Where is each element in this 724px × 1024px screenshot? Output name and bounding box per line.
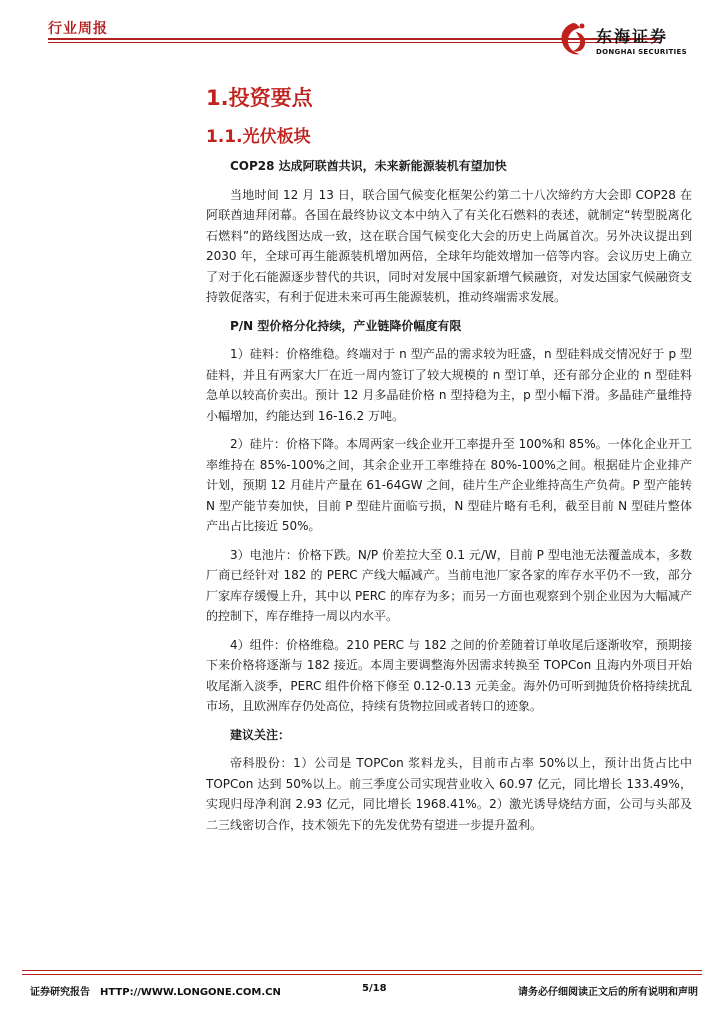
paragraph-polysilicon: 1）硅料：价格维稳。终端对于 n 型产品的需求较为旺盛，n 型硅料成交情况好于 p 型硅料，并且有两家大厂在近一周内签订了较大规模的 n 型订单，还有部分企业的 n 型硅料急单以较高价卖出。预计 12 月多晶硅价格 n 型持稳为主，p 型小幅下滑。多晶硅产量维持小幅增加，约能达到 16-16.2 万吨。 [206,347,692,423]
paragraph-wafer: 2）硅片：价格下降。本周两家一线企业开工率提升至 100%和 85%。一体化企业开工率维持在 85%-100%之间，其余企业开工率维持在 80%-100%之间。根据硅片企业排产计划，预期 12 月硅片产量在 61-64GW 之间，硅片生产企业维持高生产负荷。P 型产能转 N 型产能节奏加快，目前 P 型硅片面临亏损，N 型硅片略有毛利，截至目前 N 型硅片整体产出占比接近 50%。 [206,437,692,533]
paragraph-cop28: 当地时间 12 月 13 日，联合国气候变化框架公约第二十八次缔约方大会即 COP28 在阿联酋迪拜闭幕。各国在最终协议文本中纳入了有关化石燃料的表述，就制定“转型脱离化石燃料”的路线图达成一致，这在联合国气候变化大会的历史上尚属首次。另外决议提出到 2030 年，全球可再生能源装机增加两倍，全球年均能效增加一倍等内容。会议历史上确立了对于化石能源逐步替代的共识，同时对发展中国家新增气候融资，对发达国家气候融资支持敦促落实，有利于促进未来可再生能源装机，推动终端需求发展。 [206,187,692,304]
report-body [206,156,692,843]
paragraph-cell: 3）电池片：价格下跌。N/P 价差拉大至 0.1 元/W，目前 P 型电池无法覆盖成本，多数厂商已经针对 182 的 PERC 产线大幅减产。当前电池厂家各家的库存水平仍不一致，部分厂家库存缓慢上升，其中以 PERC 的库存为多；而另一方面也观察到个别企业因为大幅减产的控制下，库存维持一周以内水平。 [206,547,692,623]
footer-website: 证券研究报告 HTTP://WWW.LONGONE.COM.CN [30,987,281,998]
footer-divider-thin [22,974,702,975]
logo-english-name: DONGHAI SECURITIES [596,48,687,56]
subheading-cop28: COP28 达成阿联酋共识，未来新能源装机有望加快 [230,159,507,173]
subheading-recommendation: 建议关注： [230,727,291,742]
paragraph-module: 4）组件：价格维稳。210 PERC 与 182 之间的价差随着订单收尾后逐渐收窄，预期接下来价格将逐渐与 182 接近。本周主要调整海外因需求转换至 TOPCon 且海内外项目开始收尾渐入淡季，PERC 组件价格下修至 0.12-0.13 元美金。海外仍可听到抛货价格持续扰乱市场，且欧洲库存仍处高位，持续有货物拉回或者转口的迹象。 [206,637,692,713]
subsection-heading: 1.1.光伏板块 [206,127,311,147]
section-heading: 1.投资要点 [206,86,313,110]
paragraph-dike: 帝科股份：1）公司是 TOPCon 浆料龙头，目前市占率 50%以上，预计出货占比中 TOPCon 达到 50%以上。前三季度公司实现营业收入 60.97 亿元，同比增长 133.49%，实现归母净利润 2.93 亿元，同比增长 1968.41%。2）激光诱导烧结方面，公司与头部及二三线密切合作，技术领先下的先发优势有望进一步提升盈利。 [206,756,692,832]
footer-disclaimer: 请务必仔细阅读正文后的所有说明和声明 [518,987,698,998]
logo-chinese-name: 东海证券 [596,27,669,46]
page-number: 5/18 [362,983,387,994]
footer-divider [22,970,702,971]
subheading-pn-price: P/N 型价格分化持续，产业链降价幅度有限 [230,318,462,333]
report-type-label: 行业周报 [48,21,108,37]
company-logo [556,20,706,66]
dragon-logo-icon [556,20,590,60]
